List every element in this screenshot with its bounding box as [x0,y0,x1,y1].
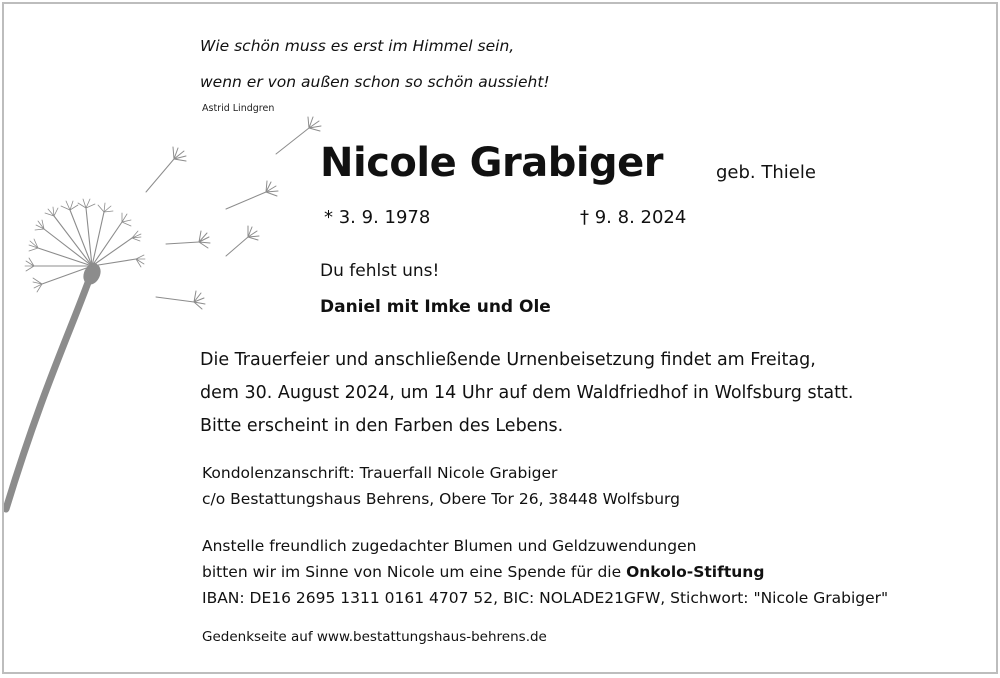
funeral-line-1: Die Trauerfeier und anschließende Urnenbeisetzung findet am Freitag, [200,350,816,370]
quote-line-2: wenn er von außen schon so schön aussieht! [200,73,550,91]
message: Du fehlst uns! [320,261,440,281]
funeral-line-2: dem 30. August 2024, um 14 Uhr auf dem Waldfriedhof in Wolfsburg statt. [200,383,854,403]
condolence-line-1: Kondolenzanschrift: Trauerfall Nicole Grabiger [202,464,558,482]
death-date: † 9. 8. 2024 [580,207,687,228]
maiden-name: geb. Thiele [716,162,816,183]
funeral-line-3: Bitte erscheint in den Farben des Lebens. [200,416,564,436]
deceased-name: Nicole Grabiger [320,140,664,186]
quote-author: Astrid Lindgren [202,103,275,114]
funeral-info [200,344,853,443]
birth-date: * 3. 9. 1978 [324,207,431,228]
family-signature: Daniel mit Imke und Ole [320,297,551,317]
obituary-notice [2,2,998,674]
donation-line-2 [202,559,888,585]
condolence-address [202,460,680,512]
memorial-page-link[interactable]: Gedenkseite auf www.bestattungshaus-behrens.de [202,629,547,645]
donation-info [202,533,888,611]
bank-details: IBAN: DE16 2695 1311 0161 4707 52, BIC: NOLADE21GFW, Stichwort: "Nicole Grabiger" [202,589,889,607]
foundation-name: Onkolo-Stiftung [626,563,765,581]
donation-line-2-text: bitten wir im Sinne von Nicole um eine Spende für die [202,563,627,581]
donation-line-1: Anstelle freundlich zugedachter Blumen und Geldzuwendungen [202,537,697,555]
quote-line-1: Wie schön muss es erst im Himmel sein, [200,37,515,55]
condolence-line-2: c/o Bestattungshaus Behrens, Obere Tor 26, 38448 Wolfsburg [202,490,680,508]
